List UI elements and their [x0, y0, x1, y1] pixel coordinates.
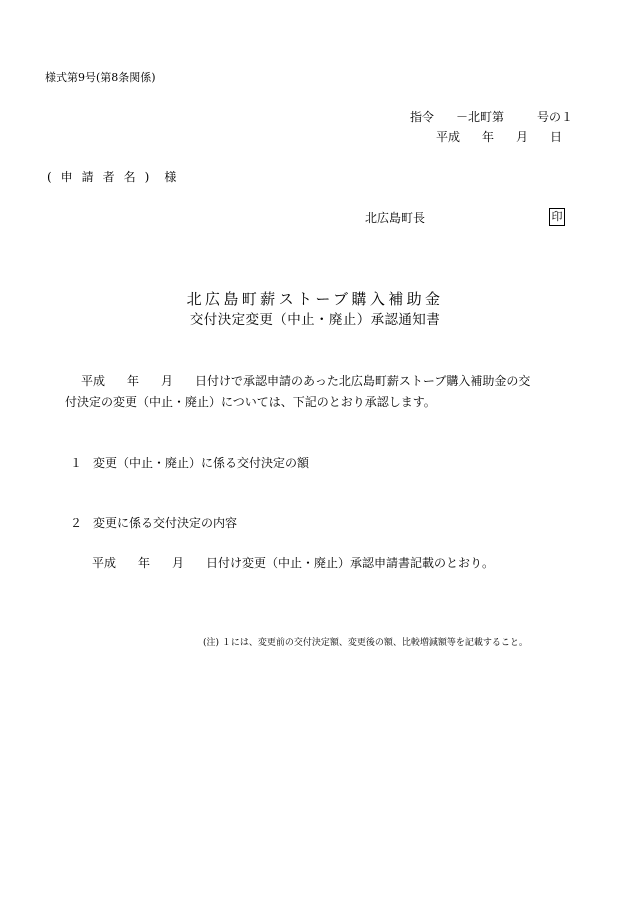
item-2-detail — [92, 557, 494, 569]
reference-town-number: －北町第 — [455, 110, 504, 124]
body-line2: 付決定の変更（中止・廃止）については、下記のとおり承認します。 — [65, 395, 436, 409]
detail-year: 年 — [138, 556, 151, 570]
issue-date-month: 月 — [515, 130, 528, 144]
item-text: 変更（中止・廃止）に係る交付決定の額 — [93, 456, 310, 470]
issue-date-day: 日 — [549, 130, 562, 144]
list-item — [70, 457, 309, 469]
applicant-name-placeholder: (申請者名) — [47, 170, 159, 184]
body-rest: 日付けで承認申請のあった北広島町薪ストーブ購入補助金の交 — [195, 374, 531, 388]
body-month: 月 — [161, 374, 174, 388]
body-era: 平成 — [81, 374, 106, 388]
detail-rest: 日付け変更（中止・廃止）承認申請書記載のとおり。 — [206, 556, 495, 570]
item-number: １ — [70, 456, 83, 470]
list-item — [70, 517, 237, 529]
issuer-title: 北広島町長 — [365, 211, 426, 225]
reference-line — [410, 111, 575, 123]
detail-month: 月 — [172, 556, 185, 570]
item-text: 変更に係る交付決定の内容 — [93, 516, 238, 530]
applicant-line — [47, 171, 176, 183]
issue-date-era: 平成 — [435, 130, 460, 144]
document-title-line2: 交付決定変更（中止・廃止）承認通知書 — [189, 312, 441, 328]
body-year: 年 — [127, 374, 140, 388]
issue-date-year: 年 — [481, 130, 494, 144]
footnote: (注) １には、変更前の交付決定額、変更後の額、比較増減額等を記載すること。 — [203, 638, 528, 648]
document-title-line1: 北広島町薪ストーブ購入補助金 — [186, 290, 444, 308]
body-line1 — [81, 375, 530, 387]
detail-era: 平成 — [92, 556, 117, 570]
issue-date — [436, 131, 562, 143]
reference-issue-number: 号の１ — [536, 110, 573, 124]
seal-mark: 印 — [549, 208, 565, 226]
reference-shirei: 指令 — [409, 110, 434, 124]
applicant-honorific: 様 — [164, 170, 177, 184]
item-number: ２ — [70, 516, 83, 530]
form-number: 様式第9号(第8条関係) — [45, 71, 156, 84]
